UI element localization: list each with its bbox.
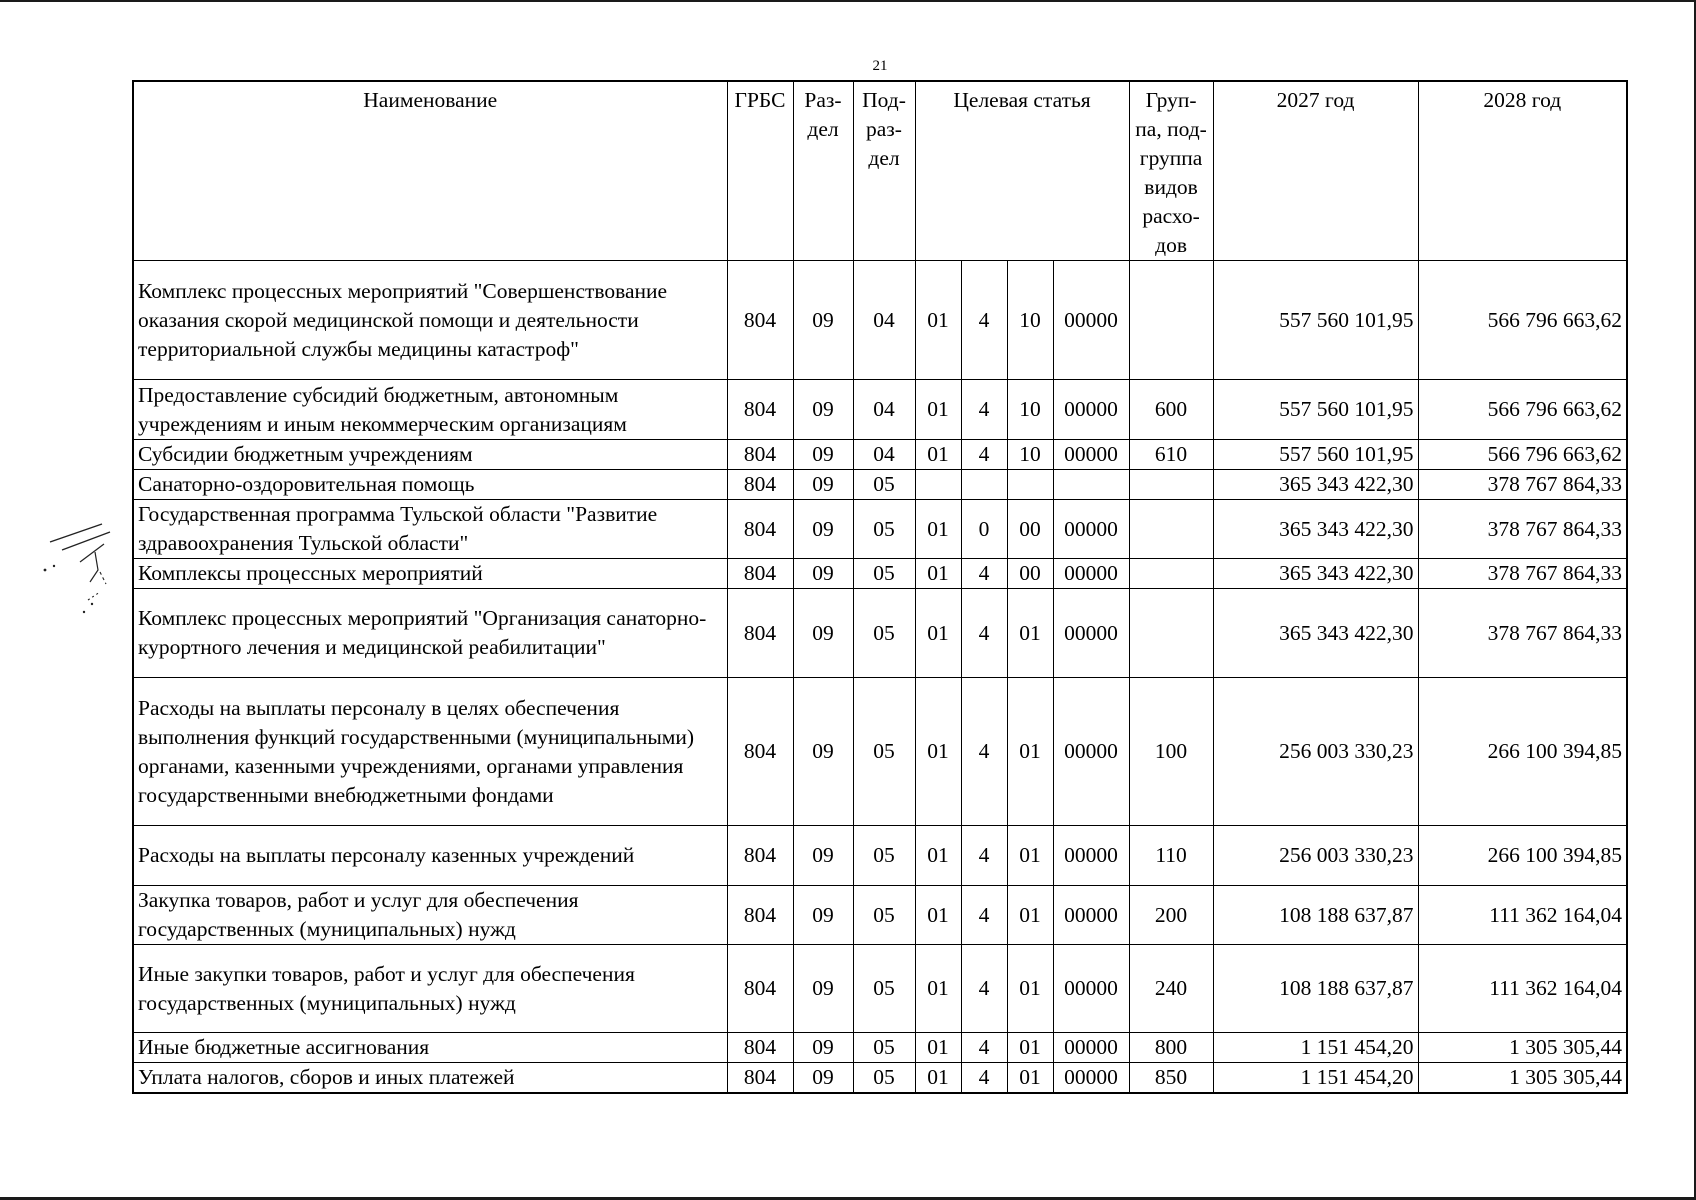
table-row <box>133 945 1627 1033</box>
row-target-4: 00000 <box>1053 945 1129 1033</box>
row-razdel: 09 <box>793 589 853 678</box>
row-grbs: 804 <box>727 886 793 945</box>
row-name: Уплата налогов, сборов и иных платежей <box>133 1063 727 1094</box>
row-amount-2027: 365 343 422,30 <box>1213 559 1418 589</box>
row-name: Закупка товаров, работ и услуг для обеспечения государственных (муниципальных) нужд <box>133 886 727 945</box>
row-razdel: 09 <box>793 886 853 945</box>
row-podrazdel: 05 <box>853 886 915 945</box>
row-target-4: 00000 <box>1053 886 1129 945</box>
row-podrazdel: 04 <box>853 261 915 380</box>
row-target-2: 4 <box>961 440 1007 470</box>
row-grbs: 804 <box>727 678 793 826</box>
row-expense-group: 200 <box>1129 886 1213 945</box>
row-expense-group <box>1129 559 1213 589</box>
table-row <box>133 1033 1627 1063</box>
row-grbs: 804 <box>727 261 793 380</box>
row-amount-2028: 266 100 394,85 <box>1418 826 1627 886</box>
row-razdel: 09 <box>793 470 853 500</box>
row-target-3: 01 <box>1007 886 1053 945</box>
scan-border-top <box>0 0 1696 2</box>
table-row <box>133 886 1627 945</box>
row-podrazdel: 05 <box>853 826 915 886</box>
handwritten-margin-mark <box>40 522 132 622</box>
row-target-1: 01 <box>915 440 961 470</box>
table-row <box>133 559 1627 589</box>
row-target-1: 01 <box>915 500 961 559</box>
row-grbs: 804 <box>727 1063 793 1094</box>
row-grbs: 804 <box>727 440 793 470</box>
row-target-2: 4 <box>961 826 1007 886</box>
row-name: Субсидии бюджетным учреждениям <box>133 440 727 470</box>
row-target-1: 01 <box>915 261 961 380</box>
row-target-2: 4 <box>961 678 1007 826</box>
table-row <box>133 826 1627 886</box>
row-podrazdel: 05 <box>853 589 915 678</box>
row-target-2: 4 <box>961 886 1007 945</box>
table-row <box>133 589 1627 678</box>
row-expense-group <box>1129 470 1213 500</box>
row-target-1: 01 <box>915 678 961 826</box>
row-amount-2028: 378 767 864,33 <box>1418 559 1627 589</box>
row-expense-group <box>1129 261 1213 380</box>
row-target-4: 00000 <box>1053 678 1129 826</box>
row-grbs: 804 <box>727 945 793 1033</box>
row-amount-2027: 557 560 101,95 <box>1213 261 1418 380</box>
row-target-3: 10 <box>1007 261 1053 380</box>
row-grbs: 804 <box>727 589 793 678</box>
budget-table <box>132 80 1628 1094</box>
row-target-2: 4 <box>961 380 1007 440</box>
row-amount-2027: 256 003 330,23 <box>1213 826 1418 886</box>
row-expense-group: 240 <box>1129 945 1213 1033</box>
row-amount-2028: 1 305 305,44 <box>1418 1063 1627 1094</box>
row-razdel: 09 <box>793 380 853 440</box>
row-target-3: 01 <box>1007 589 1053 678</box>
row-amount-2027: 365 343 422,30 <box>1213 500 1418 559</box>
header-year-2028: 2028 год <box>1418 81 1627 261</box>
row-name: Комплекс процессных мероприятий "Совершенствование оказания скорой медицинской помощи и деятельности территориальной службы медицины катастроф" <box>133 261 727 380</box>
header-name: Наименование <box>133 81 727 261</box>
table-row <box>133 380 1627 440</box>
row-expense-group <box>1129 589 1213 678</box>
row-amount-2027: 108 188 637,87 <box>1213 886 1418 945</box>
row-target-1: 01 <box>915 826 961 886</box>
row-target-4: 00000 <box>1053 380 1129 440</box>
table-row <box>133 678 1627 826</box>
row-razdel: 09 <box>793 559 853 589</box>
row-name: Комплексы процессных мероприятий <box>133 559 727 589</box>
row-razdel: 09 <box>793 440 853 470</box>
row-razdel: 09 <box>793 261 853 380</box>
row-target-4: 00000 <box>1053 1033 1129 1063</box>
row-target-2: 4 <box>961 589 1007 678</box>
row-expense-group: 600 <box>1129 380 1213 440</box>
header-razdel: Раз- дел <box>793 81 853 261</box>
row-target-4: 00000 <box>1053 559 1129 589</box>
row-target-1: 01 <box>915 559 961 589</box>
row-amount-2027: 557 560 101,95 <box>1213 380 1418 440</box>
row-razdel: 09 <box>793 826 853 886</box>
table-row <box>133 261 1627 380</box>
header-expense-group: Груп- па, под- группа видов расхо- дов <box>1129 81 1213 261</box>
row-name: Предоставление субсидий бюджетным, автономным учреждениям и иным некоммерческим организациям <box>133 380 727 440</box>
row-name: Государственная программа Тульской области "Развитие здравоохранения Тульской области" <box>133 500 727 559</box>
header-target-article: Целевая статья <box>915 81 1129 261</box>
row-amount-2028: 566 796 663,62 <box>1418 380 1627 440</box>
row-target-3: 01 <box>1007 826 1053 886</box>
row-name: Комплекс процессных мероприятий "Организация санаторно-курортного лечения и медицинской реабилитации" <box>133 589 727 678</box>
row-expense-group: 850 <box>1129 1063 1213 1094</box>
row-target-1: 01 <box>915 380 961 440</box>
row-target-4: 00000 <box>1053 826 1129 886</box>
row-target-3: 01 <box>1007 1033 1053 1063</box>
row-amount-2028: 566 796 663,62 <box>1418 261 1627 380</box>
row-razdel: 09 <box>793 945 853 1033</box>
row-podrazdel: 04 <box>853 440 915 470</box>
row-target-4: 00000 <box>1053 589 1129 678</box>
row-name: Санаторно-оздоровительная помощь <box>133 470 727 500</box>
row-amount-2027: 1 151 454,20 <box>1213 1033 1418 1063</box>
row-amount-2028: 378 767 864,33 <box>1418 500 1627 559</box>
row-expense-group: 110 <box>1129 826 1213 886</box>
header-grbs: ГРБС <box>727 81 793 261</box>
row-target-2: 4 <box>961 559 1007 589</box>
table-row <box>133 1063 1627 1094</box>
row-podrazdel: 05 <box>853 559 915 589</box>
row-target-3: 00 <box>1007 559 1053 589</box>
row-expense-group: 610 <box>1129 440 1213 470</box>
row-target-2: 4 <box>961 261 1007 380</box>
row-target-1: 01 <box>915 1033 961 1063</box>
row-grbs: 804 <box>727 470 793 500</box>
row-target-2: 0 <box>961 500 1007 559</box>
row-amount-2028: 266 100 394,85 <box>1418 678 1627 826</box>
row-razdel: 09 <box>793 678 853 826</box>
row-target-4: 00000 <box>1053 500 1129 559</box>
row-podrazdel: 05 <box>853 1033 915 1063</box>
row-target-1 <box>915 470 961 500</box>
row-amount-2028: 378 767 864,33 <box>1418 470 1627 500</box>
row-podrazdel: 05 <box>853 500 915 559</box>
row-grbs: 804 <box>727 826 793 886</box>
row-target-4 <box>1053 470 1129 500</box>
row-target-3: 10 <box>1007 380 1053 440</box>
row-razdel: 09 <box>793 500 853 559</box>
row-amount-2027: 365 343 422,30 <box>1213 470 1418 500</box>
row-razdel: 09 <box>793 1063 853 1094</box>
row-name: Расходы на выплаты персоналу в целях обеспечения выполнения функций государственными (муниципальными) органами, казенными учреждениями, органами управления государственными внебюджетными фондами <box>133 678 727 826</box>
page-number: 21 <box>872 58 888 74</box>
row-amount-2028: 566 796 663,62 <box>1418 440 1627 470</box>
header-year-2027: 2027 год <box>1213 81 1418 261</box>
budget-table-container <box>132 80 1626 1094</box>
row-amount-2028: 378 767 864,33 <box>1418 589 1627 678</box>
table-row <box>133 500 1627 559</box>
row-target-4: 00000 <box>1053 1063 1129 1094</box>
table-row <box>133 470 1627 500</box>
row-target-4: 00000 <box>1053 261 1129 380</box>
table-row <box>133 440 1627 470</box>
row-target-1: 01 <box>915 589 961 678</box>
row-target-3 <box>1007 470 1053 500</box>
row-target-4: 00000 <box>1053 440 1129 470</box>
row-target-2: 4 <box>961 1033 1007 1063</box>
row-target-3: 00 <box>1007 500 1053 559</box>
row-target-3: 01 <box>1007 945 1053 1033</box>
row-target-3: 10 <box>1007 440 1053 470</box>
row-grbs: 804 <box>727 1033 793 1063</box>
row-target-1: 01 <box>915 1063 961 1094</box>
row-target-3: 01 <box>1007 1063 1053 1094</box>
row-amount-2027: 557 560 101,95 <box>1213 440 1418 470</box>
row-target-2: 4 <box>961 945 1007 1033</box>
row-name: Иные закупки товаров, работ и услуг для обеспечения государственных (муниципальных) нужд <box>133 945 727 1033</box>
row-expense-group <box>1129 500 1213 559</box>
row-razdel: 09 <box>793 1033 853 1063</box>
row-amount-2028: 111 362 164,04 <box>1418 886 1627 945</box>
row-target-2: 4 <box>961 1063 1007 1094</box>
row-name: Иные бюджетные ассигнования <box>133 1033 727 1063</box>
row-grbs: 804 <box>727 380 793 440</box>
row-podrazdel: 05 <box>853 470 915 500</box>
row-amount-2028: 111 362 164,04 <box>1418 945 1627 1033</box>
row-expense-group: 100 <box>1129 678 1213 826</box>
header-podrazdel: Под- раз- дел <box>853 81 915 261</box>
row-amount-2027: 365 343 422,30 <box>1213 589 1418 678</box>
row-podrazdel: 04 <box>853 380 915 440</box>
row-expense-group: 800 <box>1129 1033 1213 1063</box>
row-target-3: 01 <box>1007 678 1053 826</box>
row-podrazdel: 05 <box>853 945 915 1033</box>
row-amount-2027: 108 188 637,87 <box>1213 945 1418 1033</box>
row-target-1: 01 <box>915 945 961 1033</box>
row-grbs: 804 <box>727 559 793 589</box>
row-amount-2027: 1 151 454,20 <box>1213 1063 1418 1094</box>
row-amount-2027: 256 003 330,23 <box>1213 678 1418 826</box>
row-podrazdel: 05 <box>853 1063 915 1094</box>
row-grbs: 804 <box>727 500 793 559</box>
row-target-2 <box>961 470 1007 500</box>
row-target-1: 01 <box>915 886 961 945</box>
row-podrazdel: 05 <box>853 678 915 826</box>
row-name: Расходы на выплаты персоналу казенных учреждений <box>133 826 727 886</box>
row-amount-2028: 1 305 305,44 <box>1418 1033 1627 1063</box>
